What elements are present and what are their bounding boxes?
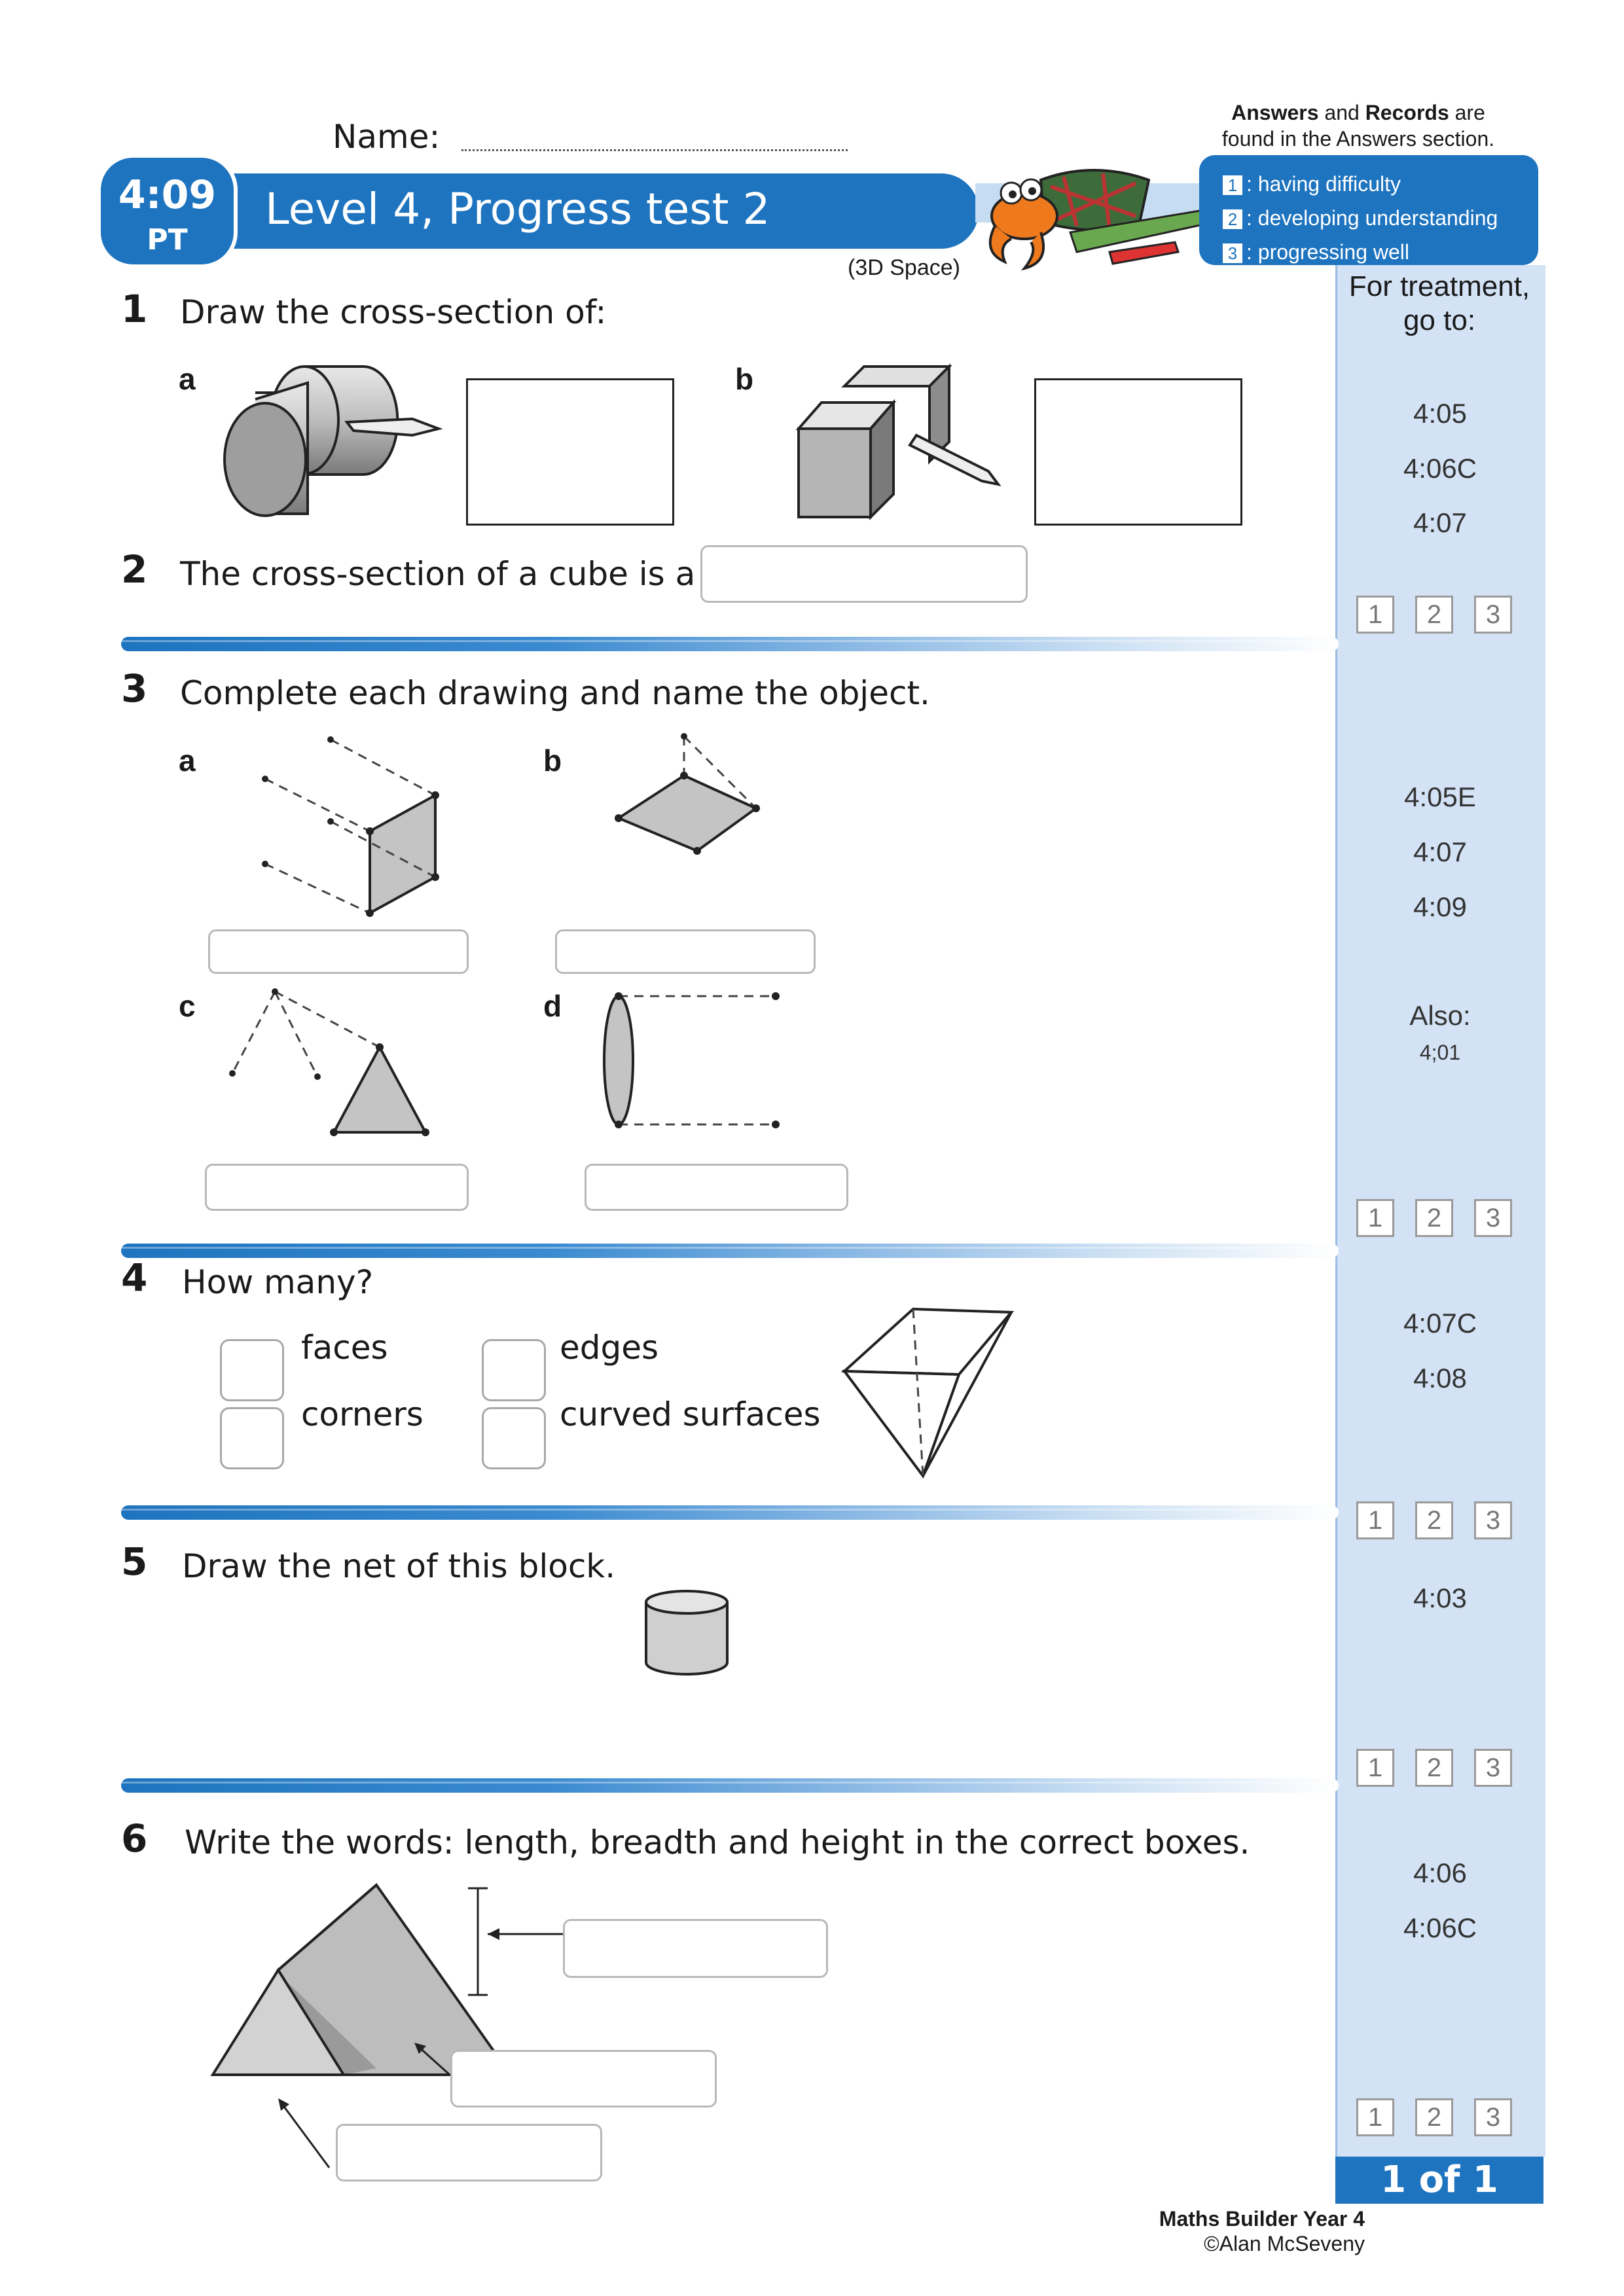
treatment-code: 4:05 [1413,398,1467,429]
also-label: Also: [1409,1000,1471,1031]
edges-label: edges [560,1329,659,1367]
rating-box-1[interactable]: 1 [1356,1501,1394,1539]
treatment-code: 4:05E [1404,781,1476,812]
answer-box[interactable] [205,1164,469,1211]
legend-num: 2 [1223,209,1242,229]
drawing-box[interactable] [1034,378,1242,526]
rating-box-2[interactable]: 2 [1415,2098,1453,2136]
name-line[interactable] [461,149,848,151]
treatment-code: 4:07 [1413,836,1467,867]
answer-box-breadth[interactable] [336,2124,602,2181]
drawing-box[interactable] [466,378,674,526]
question-number: 2 [121,547,148,592]
answer-box[interactable] [585,1164,848,1211]
question-text: How many? [182,1263,374,1301]
curved-surfaces-label: curved surfaces [560,1395,821,1433]
code-main: 4:09 [118,172,217,218]
treatment-code: 4:07 [1413,507,1467,538]
question-text: The cross-section of a cube is a [180,555,696,593]
legend-item [1223,167,1498,201]
rating-box-2[interactable]: 2 [1415,1199,1453,1237]
answer-box-length[interactable] [450,2050,717,2108]
treatment-label: For treatment, go to: [1348,270,1530,336]
incomplete-pyramid-b-icon [609,730,772,861]
legend-num: 1 [1223,175,1242,195]
part-label: a [179,362,196,396]
rating-box-1[interactable]: 1 [1356,596,1394,634]
incomplete-cylinder-d-icon [592,988,789,1139]
count-box-edges[interactable] [482,1339,546,1401]
count-box-faces[interactable] [220,1339,284,1401]
rating-box-2[interactable]: 2 [1415,1749,1453,1787]
answers-note [1165,99,1551,152]
hermit-crab-icon [979,154,1227,278]
treatment-code: 4:09 [1413,891,1467,922]
treatment-code: 4:07C [1403,1308,1477,1338]
question-number: 3 [121,666,148,711]
rating-box-1[interactable]: 1 [1356,1199,1394,1237]
answers-note-line2: found in the Answers section. [1221,127,1495,151]
height-marker-icon [461,1878,573,2003]
corners-label: corners [301,1395,424,1433]
subtitle: (3D Space) [848,255,960,280]
are-word: are [1454,101,1485,124]
rating-legend [1199,155,1538,265]
part-label: d [543,989,562,1023]
code-sub: PT [147,223,188,257]
rating-box-3[interactable]: 3 [1474,1199,1512,1237]
footer-copyright: ©Alan McSeveny [1204,2232,1365,2255]
page-title: Level 4, Progress test 2 [265,184,770,234]
length-arrow-icon [409,2039,455,2078]
incomplete-pyramid-c-icon [223,985,439,1142]
cylinder-block-icon [643,1589,731,1677]
question-text: Draw the net of this block. [182,1547,616,1585]
question-number: 4 [121,1255,148,1300]
treatment-code: 4:06 [1413,1857,1467,1888]
faces-label: faces [301,1329,388,1367]
records-word: Records [1365,101,1449,124]
name-label: Name: [333,118,441,156]
question-number: 5 [121,1539,148,1584]
rating-box-3[interactable]: 3 [1474,1749,1512,1787]
legend-text: : developing understanding [1246,206,1498,230]
treatment-code: 4:03 [1413,1583,1467,1613]
legend-text: : having difficulty [1246,172,1401,196]
rating-box-3[interactable]: 3 [1474,2098,1512,2136]
page-number: 1 of 1 [1380,2159,1498,2201]
section-divider [121,1778,1339,1793]
cut-prism-icon [792,363,1008,520]
legend-text: : progressing well [1246,240,1409,264]
treatment-code: 4:08 [1413,1363,1467,1393]
page-indicator [1335,2157,1543,2204]
rating-box-2[interactable]: 2 [1415,1501,1453,1539]
and-word: and [1324,101,1360,124]
count-box-curved-surfaces[interactable] [482,1407,546,1469]
answer-box-height[interactable] [563,1919,828,1978]
footer-book: Maths Builder Year 4 [1159,2207,1365,2231]
also-value: 4;01 [1419,1041,1461,1064]
part-label: b [543,744,562,778]
part-label: b [735,362,754,396]
answer-box[interactable] [700,545,1028,603]
question-number: 6 [121,1816,148,1861]
rating-box-1[interactable]: 1 [1356,1749,1394,1787]
incomplete-prism-a-icon [255,733,445,923]
legend-num: 3 [1223,243,1242,263]
question-text: Write the words: length, breadth and height in the correct boxes. [185,1823,1250,1861]
breadth-arrow-icon [272,2094,337,2173]
part-label: a [179,744,196,778]
question-text: Complete each drawing and name the object. [180,674,930,712]
legend-item [1223,235,1498,269]
answer-box[interactable] [208,929,469,974]
question-text: Draw the cross-section of: [180,293,607,331]
section-divider [121,1505,1339,1520]
question-number: 1 [121,287,148,331]
part-label: c [179,989,196,1023]
section-divider [121,637,1339,651]
section-divider [121,1244,1339,1258]
rating-box-2[interactable]: 2 [1415,596,1453,634]
legend-item [1223,201,1498,235]
treatment-code: 4:06C [1403,1912,1477,1943]
rating-box-3[interactable]: 3 [1474,1501,1512,1539]
rating-box-3[interactable]: 3 [1474,596,1512,634]
rating-box-1[interactable]: 1 [1356,2098,1394,2136]
answer-box[interactable] [555,929,816,974]
cut-cylinder-icon [216,347,452,530]
code-badge [97,154,238,268]
treatment-code: 4:06C [1403,453,1477,484]
answers-word: Answers [1231,101,1319,124]
count-box-corners[interactable] [220,1407,284,1469]
square-pyramid-icon [838,1306,1021,1482]
